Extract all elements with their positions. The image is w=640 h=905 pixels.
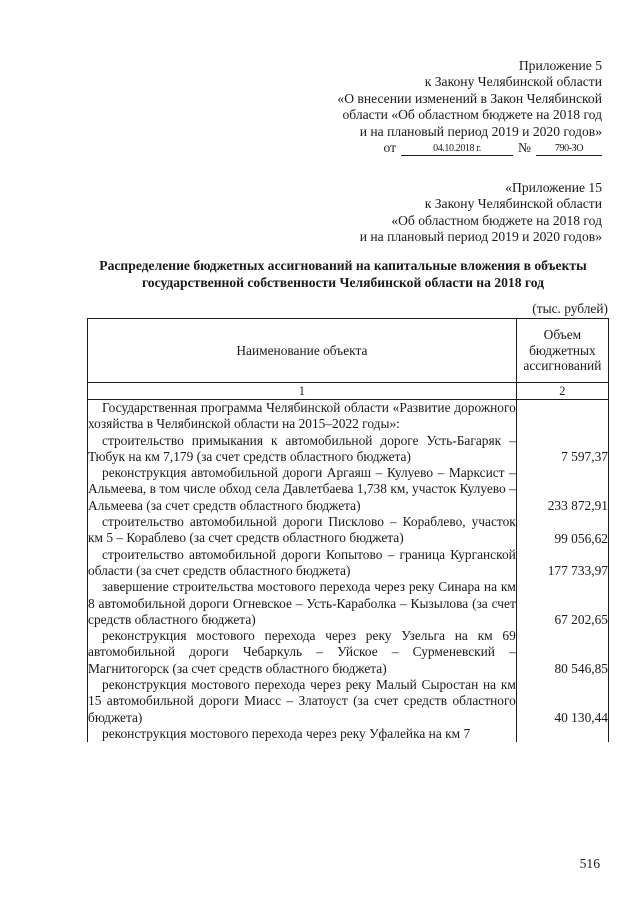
object-name	[88, 400, 517, 433]
allocation-value: 67 202,65	[516, 579, 608, 628]
object-name-text: реконструкция мостового перехода через реку Уфалейка на км 7	[102, 725, 471, 741]
title-line: Распределение бюджетных ассигнований на капитальные вложения в объекты	[99, 258, 587, 273]
allocation-value	[516, 726, 608, 742]
object-name	[88, 465, 517, 514]
object-name-text: реконструкция мостового перехода через реку Узельга на км 69 автомобильной дороги Чебаркуль – Уйское – Сурменевский – Магнитогорск (за счет средств областного бюджета)	[88, 628, 516, 676]
table-row	[88, 547, 609, 580]
allocation-value: 40 130,44	[516, 677, 608, 726]
header-allocation-volume	[516, 319, 608, 383]
law-date: 04.10.2018 г.	[401, 143, 513, 156]
appendix-5-line: Приложение 5	[518, 58, 602, 73]
appendix-5-line: «О внесении изменений в Закон Челябинской	[337, 90, 602, 106]
object-name-text: завершение строительства мостового перехода через реку Синара на км 8 автомобильной дороги Огневское – Усть-Караболка – Кызылова (за счет средств областного бюджета)	[88, 579, 516, 627]
appendix-15-line: к Закону Челябинской области	[424, 196, 602, 212]
table-row	[88, 465, 609, 514]
object-name-text: строительство автомобильной дороги Писклово – Кораблево, участок км 5 – Кораблево (за счет средств областного бюджета)	[88, 514, 516, 546]
appendix-5-line: к Закону Челябинской области	[424, 74, 602, 90]
column-number: 1	[88, 383, 517, 400]
page-number: 516	[579, 856, 600, 871]
header-value-line: Объем	[543, 327, 582, 343]
object-name-text: строительство примыкания к автомобильной дороге Усть-Багаряк – Тюбук на км 7,179 (за счет средств областного бюджета)	[88, 432, 516, 464]
object-name	[88, 579, 517, 628]
object-name	[88, 628, 517, 677]
column-number: 2	[516, 383, 608, 400]
table-header-row	[88, 319, 609, 383]
object-name-text: реконструкция мостового перехода через реку Малый Сыростан на км 15 автомобильной дороги Миасс – Златоуст (за счет средств областного бюджета)	[88, 677, 516, 725]
appendix-5-line: области «Об областном бюджете на 2018 год	[342, 107, 602, 123]
appendix-15-line: «Об областном бюджете на 2018 год	[391, 212, 602, 228]
allocation-value: 80 546,85	[516, 628, 608, 677]
law-number: 790-ЗО	[536, 143, 602, 156]
column-number-row	[88, 383, 609, 400]
header-object-name: Наименование объекта	[88, 319, 517, 383]
table-row	[88, 400, 609, 433]
object-name	[88, 677, 517, 726]
document-title	[78, 257, 608, 291]
appendix-5-line: и на плановый период 2019 и 2020 годов»	[359, 123, 602, 139]
allocation-value	[516, 400, 608, 433]
object-name-text: реконструкция автомобильной дороги Аргаяш – Кулуево – Марксист – Альмеева, в том числе обход села Давлетбаева 1,738 км, участок Кулуево – Альмеева (за счет средств областного бюджета)	[88, 465, 516, 513]
units-label: (тыс. рублей)	[532, 301, 608, 316]
appendix-15-line: «Приложение 15	[505, 180, 602, 195]
object-name	[88, 514, 517, 547]
header-value-line: бюджетных	[529, 342, 596, 358]
object-name	[88, 726, 517, 742]
table-row	[88, 514, 609, 547]
allocation-value: 233 872,91	[516, 465, 608, 514]
appendix-15-header	[360, 180, 602, 246]
appendix-15-line: и на плановый период 2019 и 2020 годов»	[359, 229, 602, 245]
table-row	[88, 579, 609, 628]
allocation-value: 177 733,97	[516, 547, 608, 580]
number-sign: №	[518, 140, 531, 156]
law-date-number-line	[337, 140, 602, 156]
table-row	[88, 677, 609, 726]
allocation-value: 7 597,37	[516, 433, 608, 466]
title-line: государственной собственности Челябинской области на 2018 год	[141, 275, 545, 290]
header-value-line: ассигнований	[523, 358, 602, 374]
table-row	[88, 726, 609, 742]
allocation-value: 99 056,62	[516, 514, 608, 547]
object-name	[88, 433, 517, 466]
allocation-table	[87, 318, 609, 742]
appendix-5-header	[337, 58, 602, 156]
table-row	[88, 433, 609, 466]
table-row	[88, 628, 609, 677]
from-prefix: от	[383, 140, 397, 156]
object-name-text: Государственная программа Челябинской области «Развитие дорожного хозяйства в Челябинской области на 2015–2022 годы»:	[88, 400, 516, 432]
object-name-text: строительство автомобильной дороги Копытово – граница Курганской области (за счет средств областного бюджета)	[88, 546, 516, 578]
object-name	[88, 547, 517, 580]
